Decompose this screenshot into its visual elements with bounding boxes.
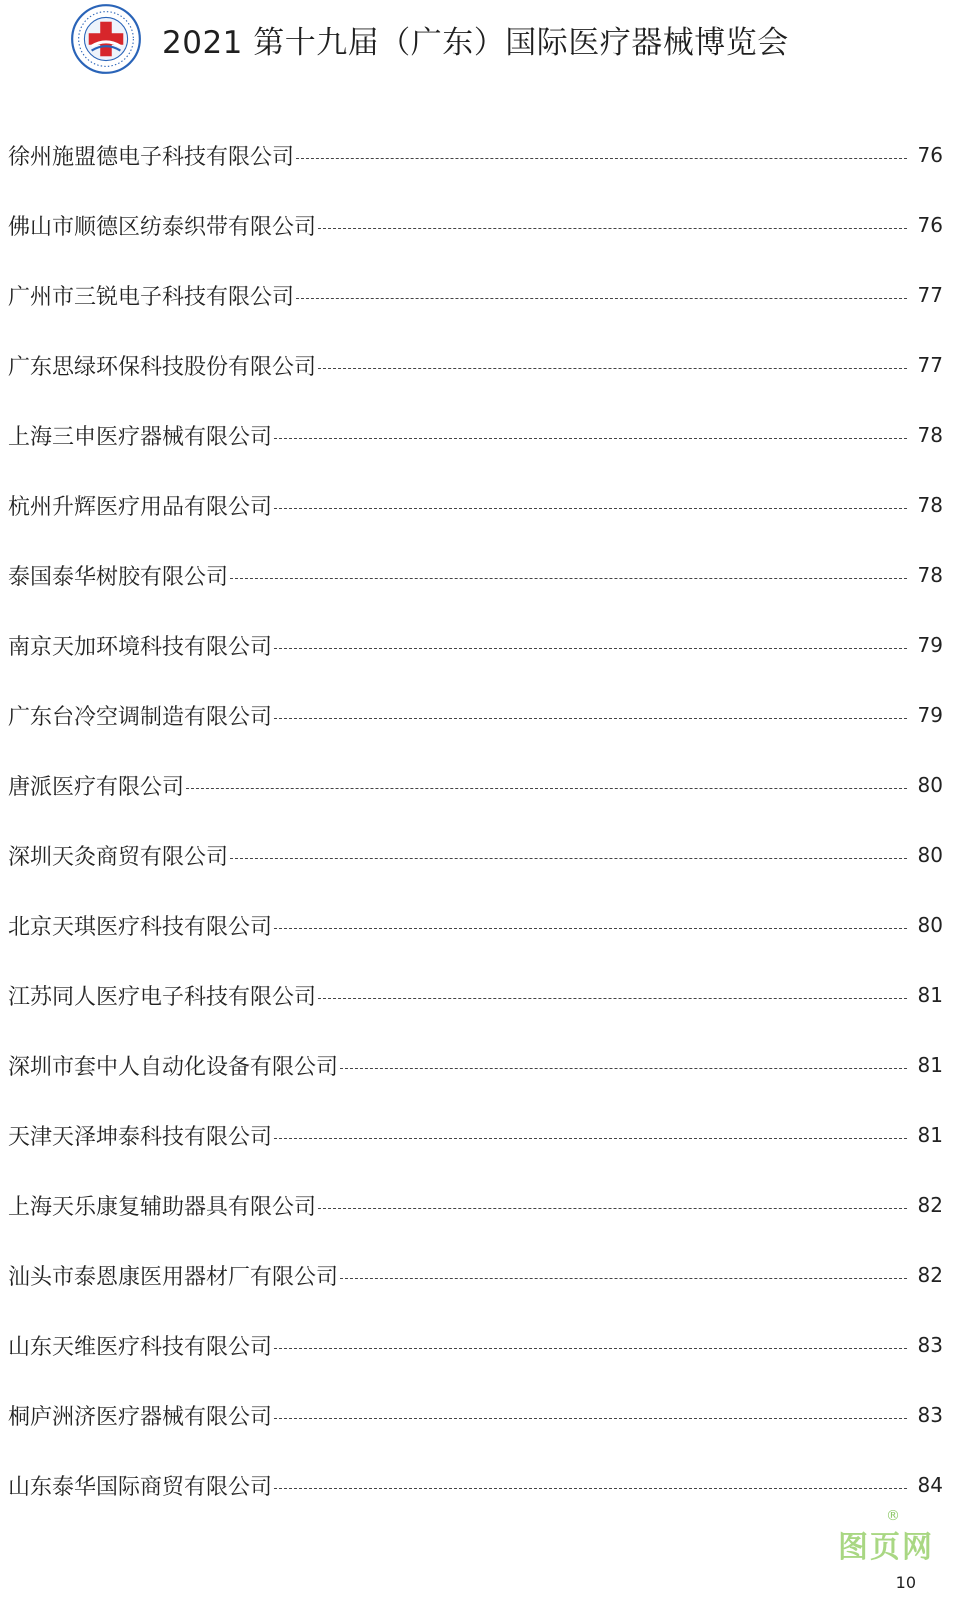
- toc-leader-dashes: [340, 1278, 907, 1279]
- toc-page-number: 79: [917, 633, 943, 657]
- watermark: 图页网: [838, 1530, 934, 1565]
- toc-page-number: 81: [917, 1053, 943, 1077]
- toc-company-name: 徐州施盟德电子科技有限公司: [8, 144, 295, 170]
- toc-page-number: 80: [917, 843, 943, 867]
- toc-leader-dashes: [274, 1138, 907, 1139]
- toc-company-name: 山东泰华国际商贸有限公司: [8, 1474, 273, 1500]
- toc-leader-dashes: [230, 578, 907, 579]
- toc-company-name: 上海三申医疗器械有限公司: [8, 424, 273, 450]
- toc-entry[interactable]: [8, 190, 943, 260]
- toc-leader-dashes: [274, 928, 907, 929]
- toc-entry[interactable]: [8, 750, 943, 820]
- page-header: [70, 4, 789, 74]
- toc-entry[interactable]: [8, 1380, 943, 1450]
- toc-page-number: 82: [917, 1263, 943, 1287]
- toc-leader-dashes: [274, 1348, 907, 1349]
- page-title: 2021 第十九届（广东）国际医疗器械博览会: [162, 24, 789, 61]
- toc-page-number: 81: [917, 983, 943, 1007]
- toc-entry[interactable]: [8, 1030, 943, 1100]
- toc-company-name: 泰国泰华树胶有限公司: [8, 564, 229, 590]
- toc-company-name: 天津天泽坤泰科技有限公司: [8, 1124, 273, 1150]
- toc-entry[interactable]: [8, 470, 943, 540]
- toc-entry[interactable]: [8, 330, 943, 400]
- table-of-contents: [8, 120, 943, 1520]
- toc-entry[interactable]: [8, 540, 943, 610]
- toc-entry[interactable]: [8, 1450, 943, 1520]
- toc-entry[interactable]: [8, 120, 943, 190]
- toc-company-name: 桐庐洲济医疗器械有限公司: [8, 1404, 273, 1430]
- toc-entry[interactable]: [8, 1310, 943, 1380]
- toc-entry[interactable]: [8, 890, 943, 960]
- toc-leader-dashes: [274, 718, 907, 719]
- toc-company-name: 佛山市顺德区纺泰织带有限公司: [8, 214, 317, 240]
- toc-leader-dashes: [274, 508, 907, 509]
- toc-leader-dashes: [230, 858, 907, 859]
- toc-page-number: 84: [917, 1473, 943, 1497]
- expo-emblem-logo-icon: [70, 3, 142, 75]
- toc-company-name: 深圳市套中人自动化设备有限公司: [8, 1054, 339, 1080]
- toc-page-number: 77: [917, 283, 943, 307]
- toc-page-number: 81: [917, 1123, 943, 1147]
- toc-page-number: 80: [917, 773, 943, 797]
- toc-company-name: 北京天琪医疗科技有限公司: [8, 914, 273, 940]
- toc-company-name: 江苏同人医疗电子科技有限公司: [8, 984, 317, 1010]
- toc-leader-dashes: [274, 648, 907, 649]
- toc-page-number: 78: [917, 423, 943, 447]
- toc-leader-dashes: [274, 1488, 907, 1489]
- toc-leader-dashes: [318, 228, 907, 229]
- toc-page-number: 78: [917, 493, 943, 517]
- toc-company-name: 深圳天灸商贸有限公司: [8, 844, 229, 870]
- toc-leader-dashes: [274, 1418, 907, 1419]
- toc-page-number: 76: [917, 213, 943, 237]
- toc-company-name: 南京天加环境科技有限公司: [8, 634, 273, 660]
- toc-company-name: 广州市三锐电子科技有限公司: [8, 284, 295, 310]
- toc-entry[interactable]: [8, 260, 943, 330]
- toc-page-number: 76: [917, 143, 943, 167]
- toc-leader-dashes: [296, 298, 907, 299]
- toc-leader-dashes: [274, 438, 907, 439]
- toc-entry[interactable]: [8, 1100, 943, 1170]
- toc-page-number: 78: [917, 563, 943, 587]
- toc-company-name: 山东天维医疗科技有限公司: [8, 1334, 273, 1360]
- page-number: 10: [895, 1573, 916, 1592]
- toc-company-name: 广东思绿环保科技股份有限公司: [8, 354, 317, 380]
- toc-entry[interactable]: [8, 1240, 943, 1310]
- toc-entry[interactable]: [8, 610, 943, 680]
- toc-leader-dashes: [318, 368, 907, 369]
- toc-company-name: 杭州升辉医疗用品有限公司: [8, 494, 273, 520]
- toc-company-name: 上海天乐康复辅助器具有限公司: [8, 1194, 317, 1220]
- toc-page-number: 80: [917, 913, 943, 937]
- toc-company-name: 唐派医疗有限公司: [8, 774, 185, 800]
- toc-company-name: 广东台冷空调制造有限公司: [8, 704, 273, 730]
- toc-page-number: 79: [917, 703, 943, 727]
- toc-entry[interactable]: [8, 1170, 943, 1240]
- toc-entry[interactable]: [8, 680, 943, 750]
- toc-page-number: 82: [917, 1193, 943, 1217]
- toc-leader-dashes: [340, 1068, 907, 1069]
- toc-page-number: 83: [917, 1403, 943, 1427]
- toc-leader-dashes: [318, 998, 907, 999]
- toc-leader-dashes: [296, 158, 907, 159]
- toc-entry[interactable]: [8, 960, 943, 1030]
- registered-mark: ®: [886, 1508, 900, 1524]
- toc-company-name: 汕头市泰恩康医用器材厂有限公司: [8, 1264, 339, 1290]
- toc-entry[interactable]: [8, 400, 943, 470]
- toc-leader-dashes: [318, 1208, 907, 1209]
- toc-leader-dashes: [186, 788, 907, 789]
- toc-entry[interactable]: [8, 820, 943, 890]
- toc-page-number: 83: [917, 1333, 943, 1357]
- toc-page-number: 77: [917, 353, 943, 377]
